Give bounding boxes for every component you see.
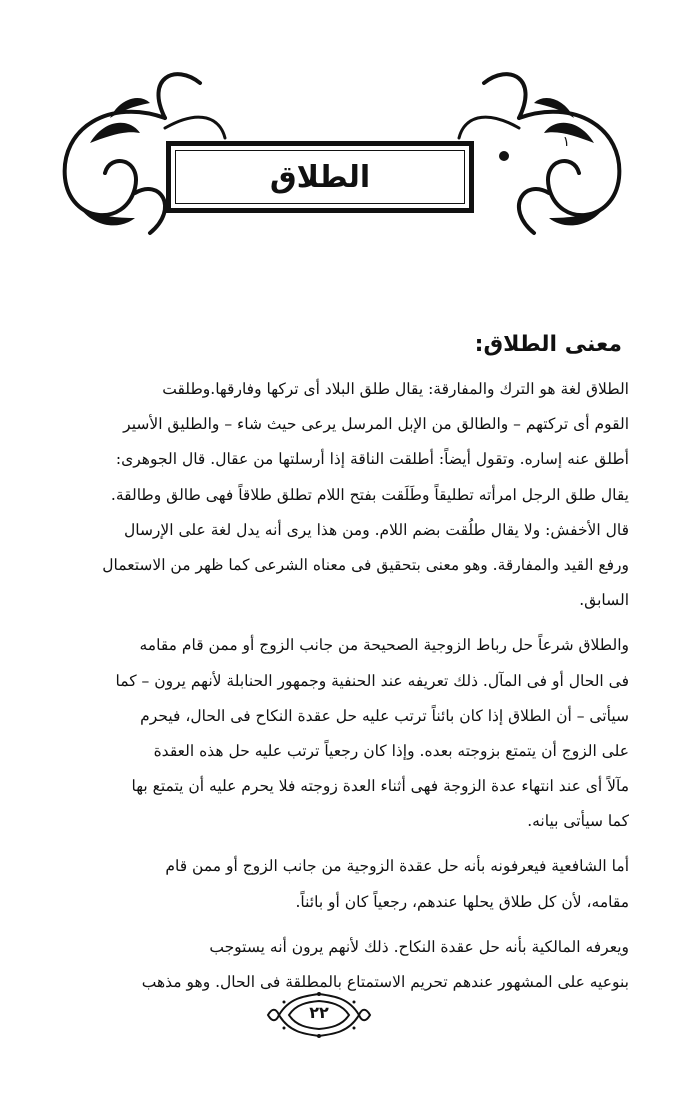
text-line: مقامه، لأن كل طلاق يحلها عندهم، رجعياً كان أو بائناً. <box>295 892 629 911</box>
section-heading: معنى الطلاق: <box>474 332 622 357</box>
text-line: يقال طلق الرجل امرأته تطليقاً وطَلَقت بفتح اللام تطلق طلاقاً فهى طالق وطالقة. <box>110 485 629 504</box>
text-line: الطلاق لغة هو الترك والمفارقة: يقال طلق البلاد أى تركها وفارقها.وطلقت <box>162 380 629 398</box>
chapter-title: الطلاق <box>269 159 371 195</box>
text-line: ورفع القيد والمفارقة. وهو معنى بتحقيق فى معناه الشرعى كما ظهر من الاستعمال <box>102 555 629 574</box>
text-line: سيأتى – أن الطلاق إذا كان بائناً ترتب عليه حل عقدة النكاح فى الحال، فيحرم <box>140 706 629 725</box>
text-line: السابق. <box>579 591 629 610</box>
page-number-frame <box>264 990 374 1040</box>
text-line: بنوعيه على المشهور عندهم تحريم الاستمتاع بالمطلقة فى الحال. وهو مذهب <box>141 973 629 991</box>
text-line: على الزوج أن يتمتع بزوجته بعده. وإذا كان رجعياً ترتب عليه حل هذه العقدة <box>153 741 629 760</box>
paragraph-3 <box>55 849 629 919</box>
text-line: قال الأخفش: ولا يقال طلُقت بضم اللام. ومن هذا يرى أنه يدل لغة على الإرسال <box>123 520 629 539</box>
chapter-title-box <box>166 141 474 213</box>
page-number: ٢٢ <box>309 1003 329 1022</box>
text-line: والطلاق شرعاً حل رباط الزوجية الصحيحة من جانب الزوج أو ممن قام مقامه <box>139 636 629 655</box>
body-text <box>55 372 629 1000</box>
paragraph-1 <box>55 372 629 618</box>
footnote-marker: ١ <box>562 134 570 150</box>
text-line: أما الشافعية فيعرفونه بأنه حل عقدة الزوجية من جانب الزوج أو ممن قام <box>165 857 629 876</box>
text-line: القوم أى تركتهم – والطالق من الإبل المرسل يرعى حيث شاء – والطليق الأسير <box>123 415 629 434</box>
text-line: مآلاً أى عند انتهاء عدة الزوجة فهى أثناء العدة زوجته فلا يحرم عليه أن يتمتع بها <box>131 777 629 796</box>
text-line: فى الحال أو فى المآل. ذلك تعريفه عند الحنفية وجمهور الحنابلة لأنهم يرون – كما <box>115 671 629 690</box>
text-line: كما سيأتى بيانه. <box>527 812 629 831</box>
text-line: ويعرفه المالكية بأنه حل عقدة النكاح. ذلك لأنهم يرون أنه يستوجب <box>209 937 629 956</box>
paragraph-2 <box>55 628 629 839</box>
text-line: أطلق عنه إساره. وتقول أيضاً: أطلقت الناقة إذا أرسلتها من عقال. قال الجوهرى: <box>115 450 629 469</box>
